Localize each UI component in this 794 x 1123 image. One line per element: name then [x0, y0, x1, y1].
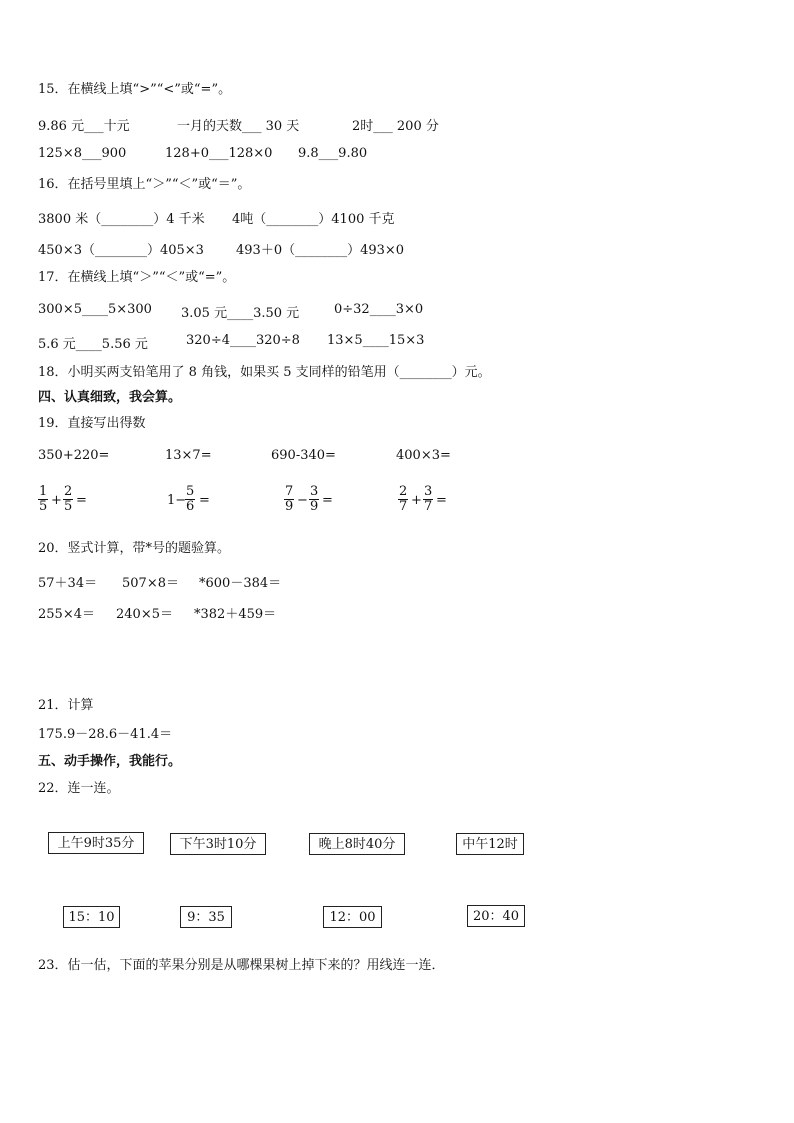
clock-box-2040[interactable]: 20：40	[467, 905, 525, 927]
clock-box-1200[interactable]: 12：00	[323, 906, 382, 928]
time-box-evening[interactable]: 晚上8时40分	[309, 833, 405, 855]
q20-item-1: 57＋34＝	[38, 576, 98, 591]
q21-expression: 175.9－28.6－41.4＝	[38, 727, 173, 742]
fraction-4-op: +	[411, 493, 422, 508]
q19-item-2: 13×7=	[165, 448, 212, 463]
denominator: 7	[399, 499, 408, 514]
q19-item-1: 350+220=	[38, 448, 110, 463]
time-box-noon[interactable]: 中午12时	[456, 833, 524, 855]
fraction-3-op: −	[297, 493, 308, 508]
denominator: 7	[424, 499, 433, 514]
numerator: 2	[64, 484, 73, 499]
q15-item-3: 2时___ 200 分	[352, 119, 439, 134]
fraction-3-a	[284, 485, 294, 514]
denominator: 5	[39, 499, 48, 514]
fraction-1-eq: =	[76, 493, 87, 508]
q15-item-6: 9.8___9.80	[298, 146, 368, 161]
q16-item-2: 4吨（________）4100 千克	[232, 212, 395, 227]
fraction-2-b	[185, 485, 195, 514]
q17-item-4: 5.6 元____5.56 元	[38, 337, 148, 352]
q16-item-1: 3800 米（________）4 千米	[38, 212, 205, 227]
q15-item-5: 128+0___128×0	[165, 146, 273, 161]
fraction-1-b	[63, 485, 73, 514]
q17-item-3: 0÷32____3×0	[334, 302, 424, 317]
section5-heading: 五、动手操作，我能行。	[38, 754, 182, 769]
q17-title: 17．在横线上填“＞”“＜”或“=”。	[38, 270, 236, 285]
q20-item-2: 507×8＝	[122, 576, 179, 591]
q17-item-6: 13×5____15×3	[327, 333, 425, 348]
fraction-1-op: +	[51, 493, 62, 508]
section4-heading: 四、认真细致，我会算。	[38, 390, 182, 405]
q15-item-4: 125×8___900	[38, 146, 127, 161]
clock-box-0935[interactable]: 9：35	[180, 906, 232, 928]
q18-text: 18．小明买两支铅笔用了 8 角钱，如果买 5 支同样的铅笔用（________）元。	[38, 365, 491, 380]
clock-box-1510[interactable]: 15：10	[63, 906, 120, 928]
q17-item-1: 300×5____5×300	[38, 302, 152, 317]
denominator: 5	[64, 499, 73, 514]
q16-item-3: 450×3（________）405×3	[38, 243, 204, 258]
q20-title: 20．竖式计算，带*号的题验算。	[38, 541, 231, 556]
numerator: 3	[310, 484, 319, 499]
fraction-4-b	[423, 485, 433, 514]
q20-item-4: 255×4＝	[38, 607, 95, 622]
fraction-2-lead: 1−	[167, 493, 187, 508]
q20-item-3: *600－384＝	[199, 576, 282, 591]
fraction-3-eq: =	[322, 493, 333, 508]
q21-title: 21．计算	[38, 698, 94, 713]
q17-item-5: 320÷4____320÷8	[186, 333, 300, 348]
q20-item-6: *382＋459＝	[194, 607, 277, 622]
denominator: 6	[186, 499, 195, 514]
fraction-2-eq: =	[199, 493, 210, 508]
time-box-morning[interactable]: 上午9时35分	[48, 832, 144, 854]
denominator: 9	[310, 499, 319, 514]
numerator: 1	[39, 484, 48, 499]
q15-item-2: 一月的天数___ 30 天	[177, 119, 300, 134]
numerator: 2	[399, 484, 408, 499]
q19-item-3: 690-340=	[271, 448, 336, 463]
fraction-3-b	[309, 485, 319, 514]
time-box-afternoon[interactable]: 下午3时10分	[170, 833, 266, 855]
q17-item-2: 3.05 元____3.50 元	[181, 306, 300, 321]
fraction-4-a	[398, 485, 408, 514]
q19-title: 19．直接写出得数	[38, 416, 146, 431]
numerator: 7	[285, 484, 294, 499]
numerator: 5	[186, 484, 195, 499]
q19-item-4: 400×3=	[396, 448, 451, 463]
q16-item-4: 493＋0（________）493×0	[236, 243, 405, 258]
fraction-1-a	[38, 485, 48, 514]
q20-item-5: 240×5＝	[116, 607, 173, 622]
q16-title: 16．在括号里填上“＞”“＜”或“＝”。	[38, 177, 251, 192]
q23-title: 23．估一估，下面的苹果分别是从哪棵果树上掉下来的？用线连一连．	[38, 958, 445, 973]
fraction-4-eq: =	[436, 493, 447, 508]
q15-item-1: 9.86 元___十元	[38, 119, 130, 134]
numerator: 3	[424, 484, 433, 499]
q15-title: 15．在横线上填“>”“<”或“=”。	[38, 82, 232, 97]
denominator: 9	[285, 499, 294, 514]
q22-title: 22．连一连。	[38, 781, 120, 796]
